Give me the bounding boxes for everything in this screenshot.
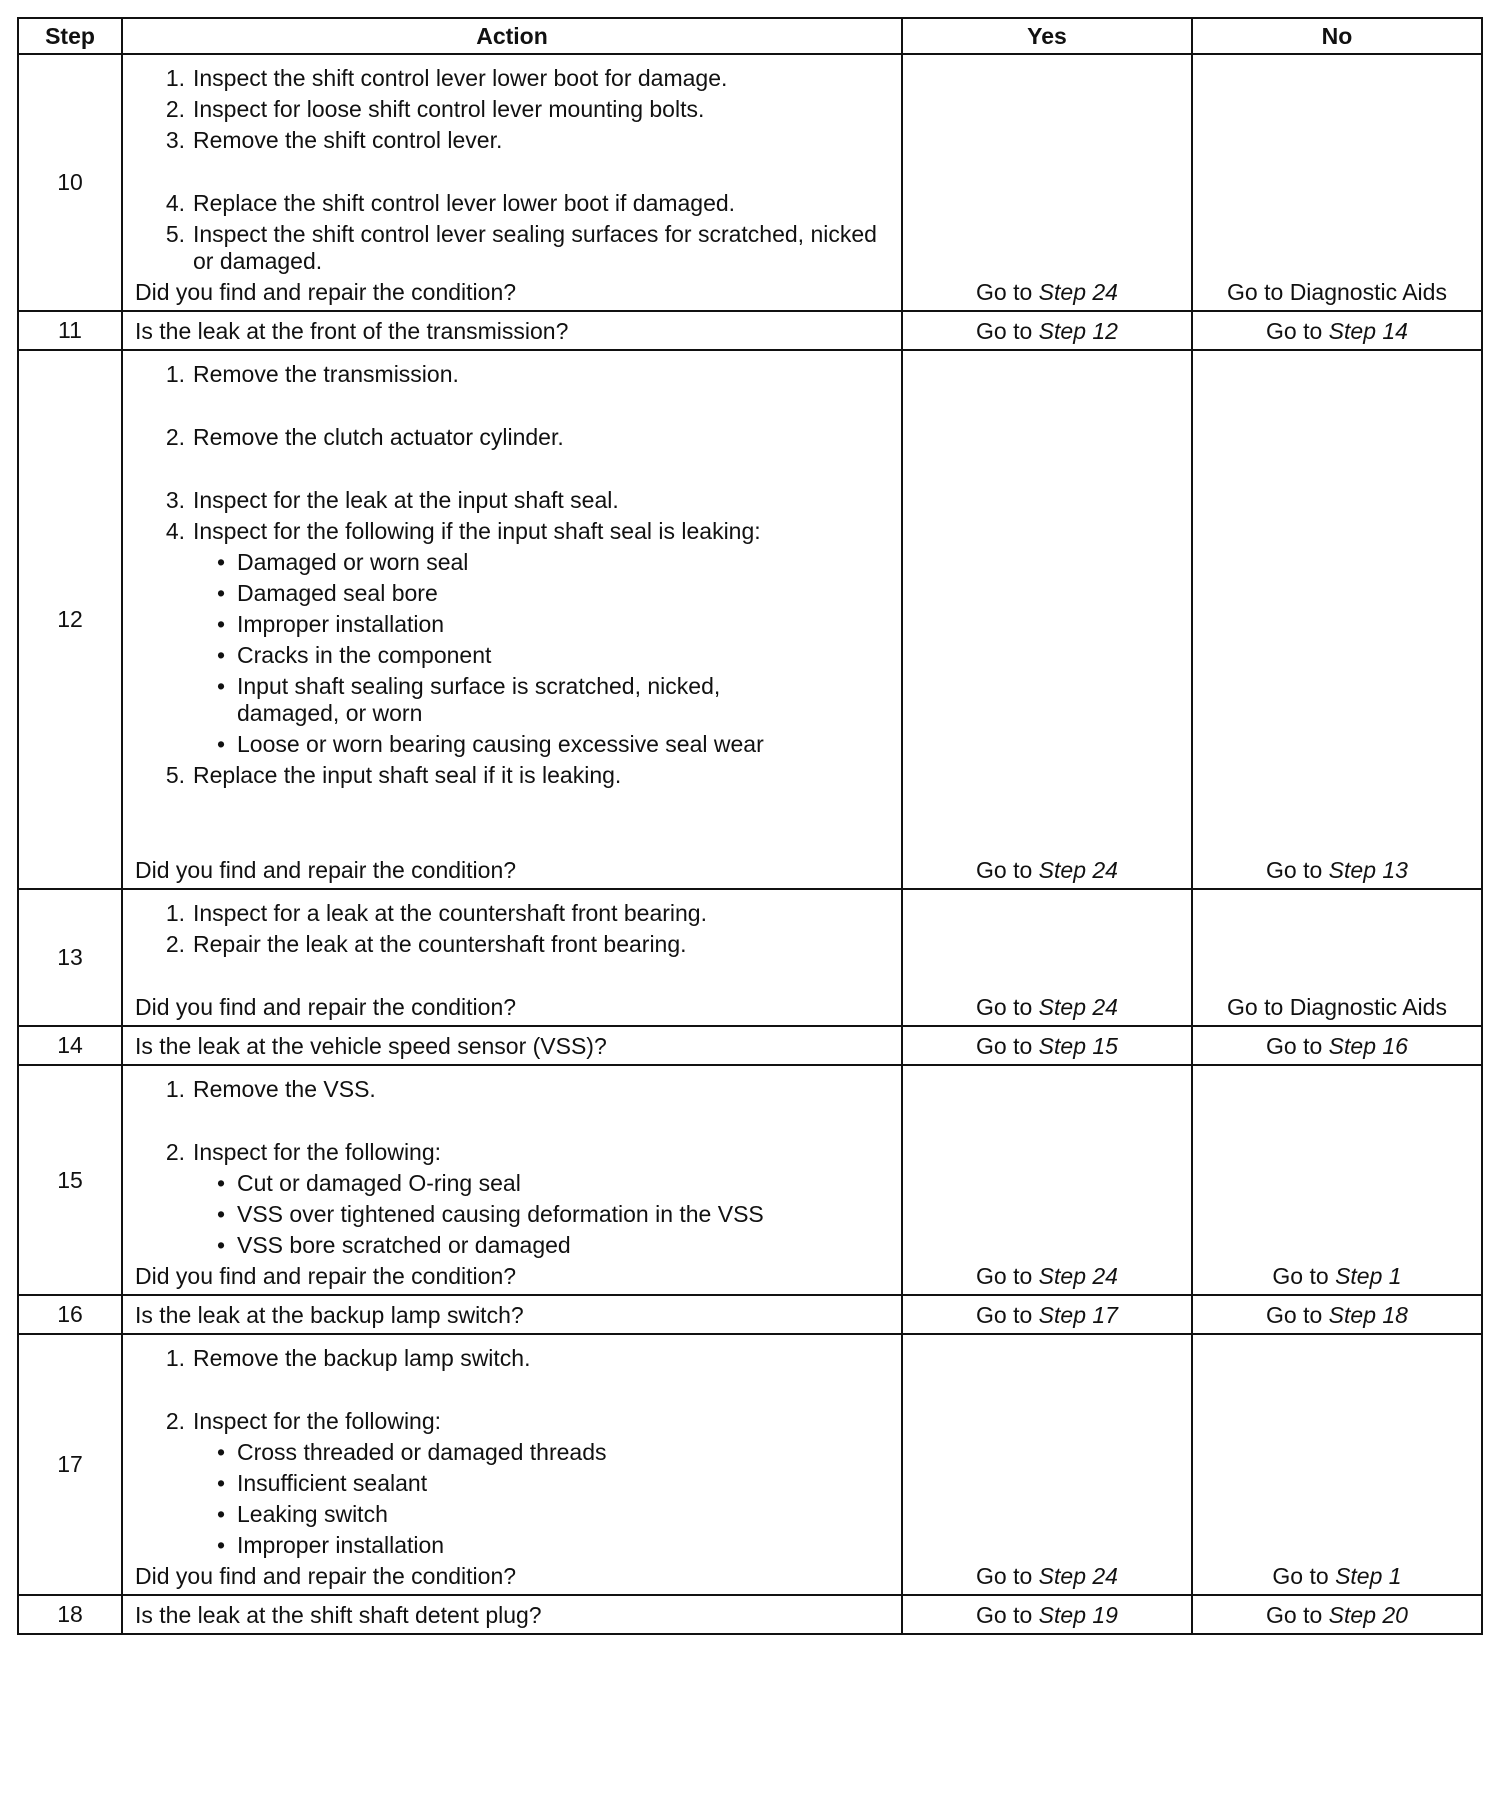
step-number: 10 [18,54,122,311]
no-cell: Go to Step 1 [1192,1065,1482,1295]
header-row [18,18,1482,54]
header-yes: Yes [902,18,1192,54]
step-number: 18 [18,1595,122,1634]
question-text: Is the leak at the front of the transmission? [135,318,569,344]
step-number: 17 [18,1334,122,1595]
table-row [18,1295,1482,1334]
list-item: 2. Inspect for loose shift control lever mounting bolts. [165,96,705,122]
no-cell: Go to Step 18 [1192,1295,1482,1334]
header-step: Step [18,18,122,54]
action-cell [122,1595,902,1634]
table-row [18,1334,1482,1595]
question-text: Did you find and repair the condition? [135,857,517,883]
table-row [18,1595,1482,1634]
no-cell: Go to Step 13 [1192,350,1482,889]
bullet-item: • Cut or damaged O-ring seal [216,1170,521,1196]
question-text: Did you find and repair the condition? [135,279,517,305]
bullet-item: • Cross threaded or damaged threads [216,1439,607,1465]
yes-cell: Go to Step 24 [902,1334,1192,1595]
no-cell: Go to Diagnostic Aids [1192,889,1482,1026]
yes-cell: Go to Step 24 [902,350,1192,889]
bullet-item: • Improper installation [216,1532,445,1558]
list-item: 1. Remove the backup lamp switch. [165,1345,531,1371]
list-item: 2. Repair the leak at the countershaft front bearing. [165,931,687,957]
bullet-item: • Insufficient sealant [216,1470,428,1496]
no-cell: Go to Step 20 [1192,1595,1482,1634]
step-number: 11 [18,311,122,350]
list-item: 4. Replace the shift control lever lower boot if damaged. [165,190,736,216]
yes-cell: Go to Step 19 [902,1595,1192,1634]
bullet-item: • Damaged or worn seal [216,549,469,575]
list-item: 1. Inspect for a leak at the countershaft front bearing. [165,900,707,926]
bullet-item: • Leaking switch [216,1501,388,1527]
step-number: 14 [18,1026,122,1065]
step-number: 13 [18,889,122,1026]
yes-cell: Go to Step 15 [902,1026,1192,1065]
no-cell: Go to Diagnostic Aids [1192,54,1482,311]
question-text: Did you find and repair the condition? [135,1263,517,1289]
list-item: 2. Inspect for the following: [165,1408,442,1434]
action-cell [122,1026,902,1065]
yes-cell: Go to Step 24 [902,889,1192,1026]
list-item: 1. Remove the VSS. [165,1076,376,1102]
question-text: Did you find and repair the condition? [135,1563,517,1589]
yes-cell: Go to Step 12 [902,311,1192,350]
header-action: Action [122,18,902,54]
list-item: 1. Inspect the shift control lever lower boot for damage. [165,65,728,91]
yes-cell: Go to Step 17 [902,1295,1192,1334]
no-cell: Go to Step 1 [1192,1334,1482,1595]
step-number: 12 [18,350,122,889]
bullet-list [135,549,891,758]
action-cell [122,1065,902,1295]
bullet-item: • Loose or worn bearing causing excessive seal wear [216,731,764,757]
question-text: Did you find and repair the condition? [135,994,517,1020]
bullet-item: • Improper installation [216,611,445,637]
no-cell: Go to Step 14 [1192,311,1482,350]
list-item: 5. Inspect the shift control lever sealing surfaces for scratched, nicked or damaged. [165,221,877,274]
list-item: 2. Remove the clutch actuator cylinder. [165,424,564,450]
yes-cell: Go to Step 24 [902,54,1192,311]
list-item: 3. Inspect for the leak at the input shaft seal. [165,487,619,513]
table-row [18,889,1482,1026]
step-number: 16 [18,1295,122,1334]
list-item: 2. Inspect for the following: [165,1139,442,1165]
list-item: 1. Remove the transmission. [165,361,459,387]
bullet-item: • VSS over tightened causing deformation in the VSS [216,1201,764,1227]
table-row [18,54,1482,311]
action-cell [122,311,902,350]
table-row [18,311,1482,350]
list-item: 5. Replace the input shaft seal if it is leaking. [165,762,622,788]
header-no: No [1192,18,1482,54]
bullet-item: • Damaged seal bore [216,580,438,606]
question-text: Is the leak at the vehicle speed sensor (VSS)? [135,1033,607,1059]
list-item: 4. Inspect for the following if the input shaft seal is leaking: [165,518,761,544]
bullet-item: • Cracks in the component [216,642,492,668]
action-cell [122,350,902,889]
no-cell: Go to Step 16 [1192,1026,1482,1065]
action-cell [122,889,902,1026]
bullet-list [135,1439,891,1559]
question-text: Is the leak at the shift shaft detent plug? [135,1602,542,1628]
diagnostic-table [17,17,1483,1635]
table-row [18,1065,1482,1295]
step-number: 15 [18,1065,122,1295]
bullet-item: • VSS bore scratched or damaged [216,1232,571,1258]
action-cell [122,54,902,311]
action-cell [122,1295,902,1334]
table-row [18,350,1482,889]
list-item: 3. Remove the shift control lever. [165,127,503,153]
action-cell [122,1334,902,1595]
bullet-item: • Input shaft sealing surface is scratched, nicked, damaged, or worn [216,673,721,726]
yes-cell: Go to Step 24 [902,1065,1192,1295]
question-text: Is the leak at the backup lamp switch? [135,1302,524,1328]
bullet-list [135,1170,891,1259]
table-row [18,1026,1482,1065]
